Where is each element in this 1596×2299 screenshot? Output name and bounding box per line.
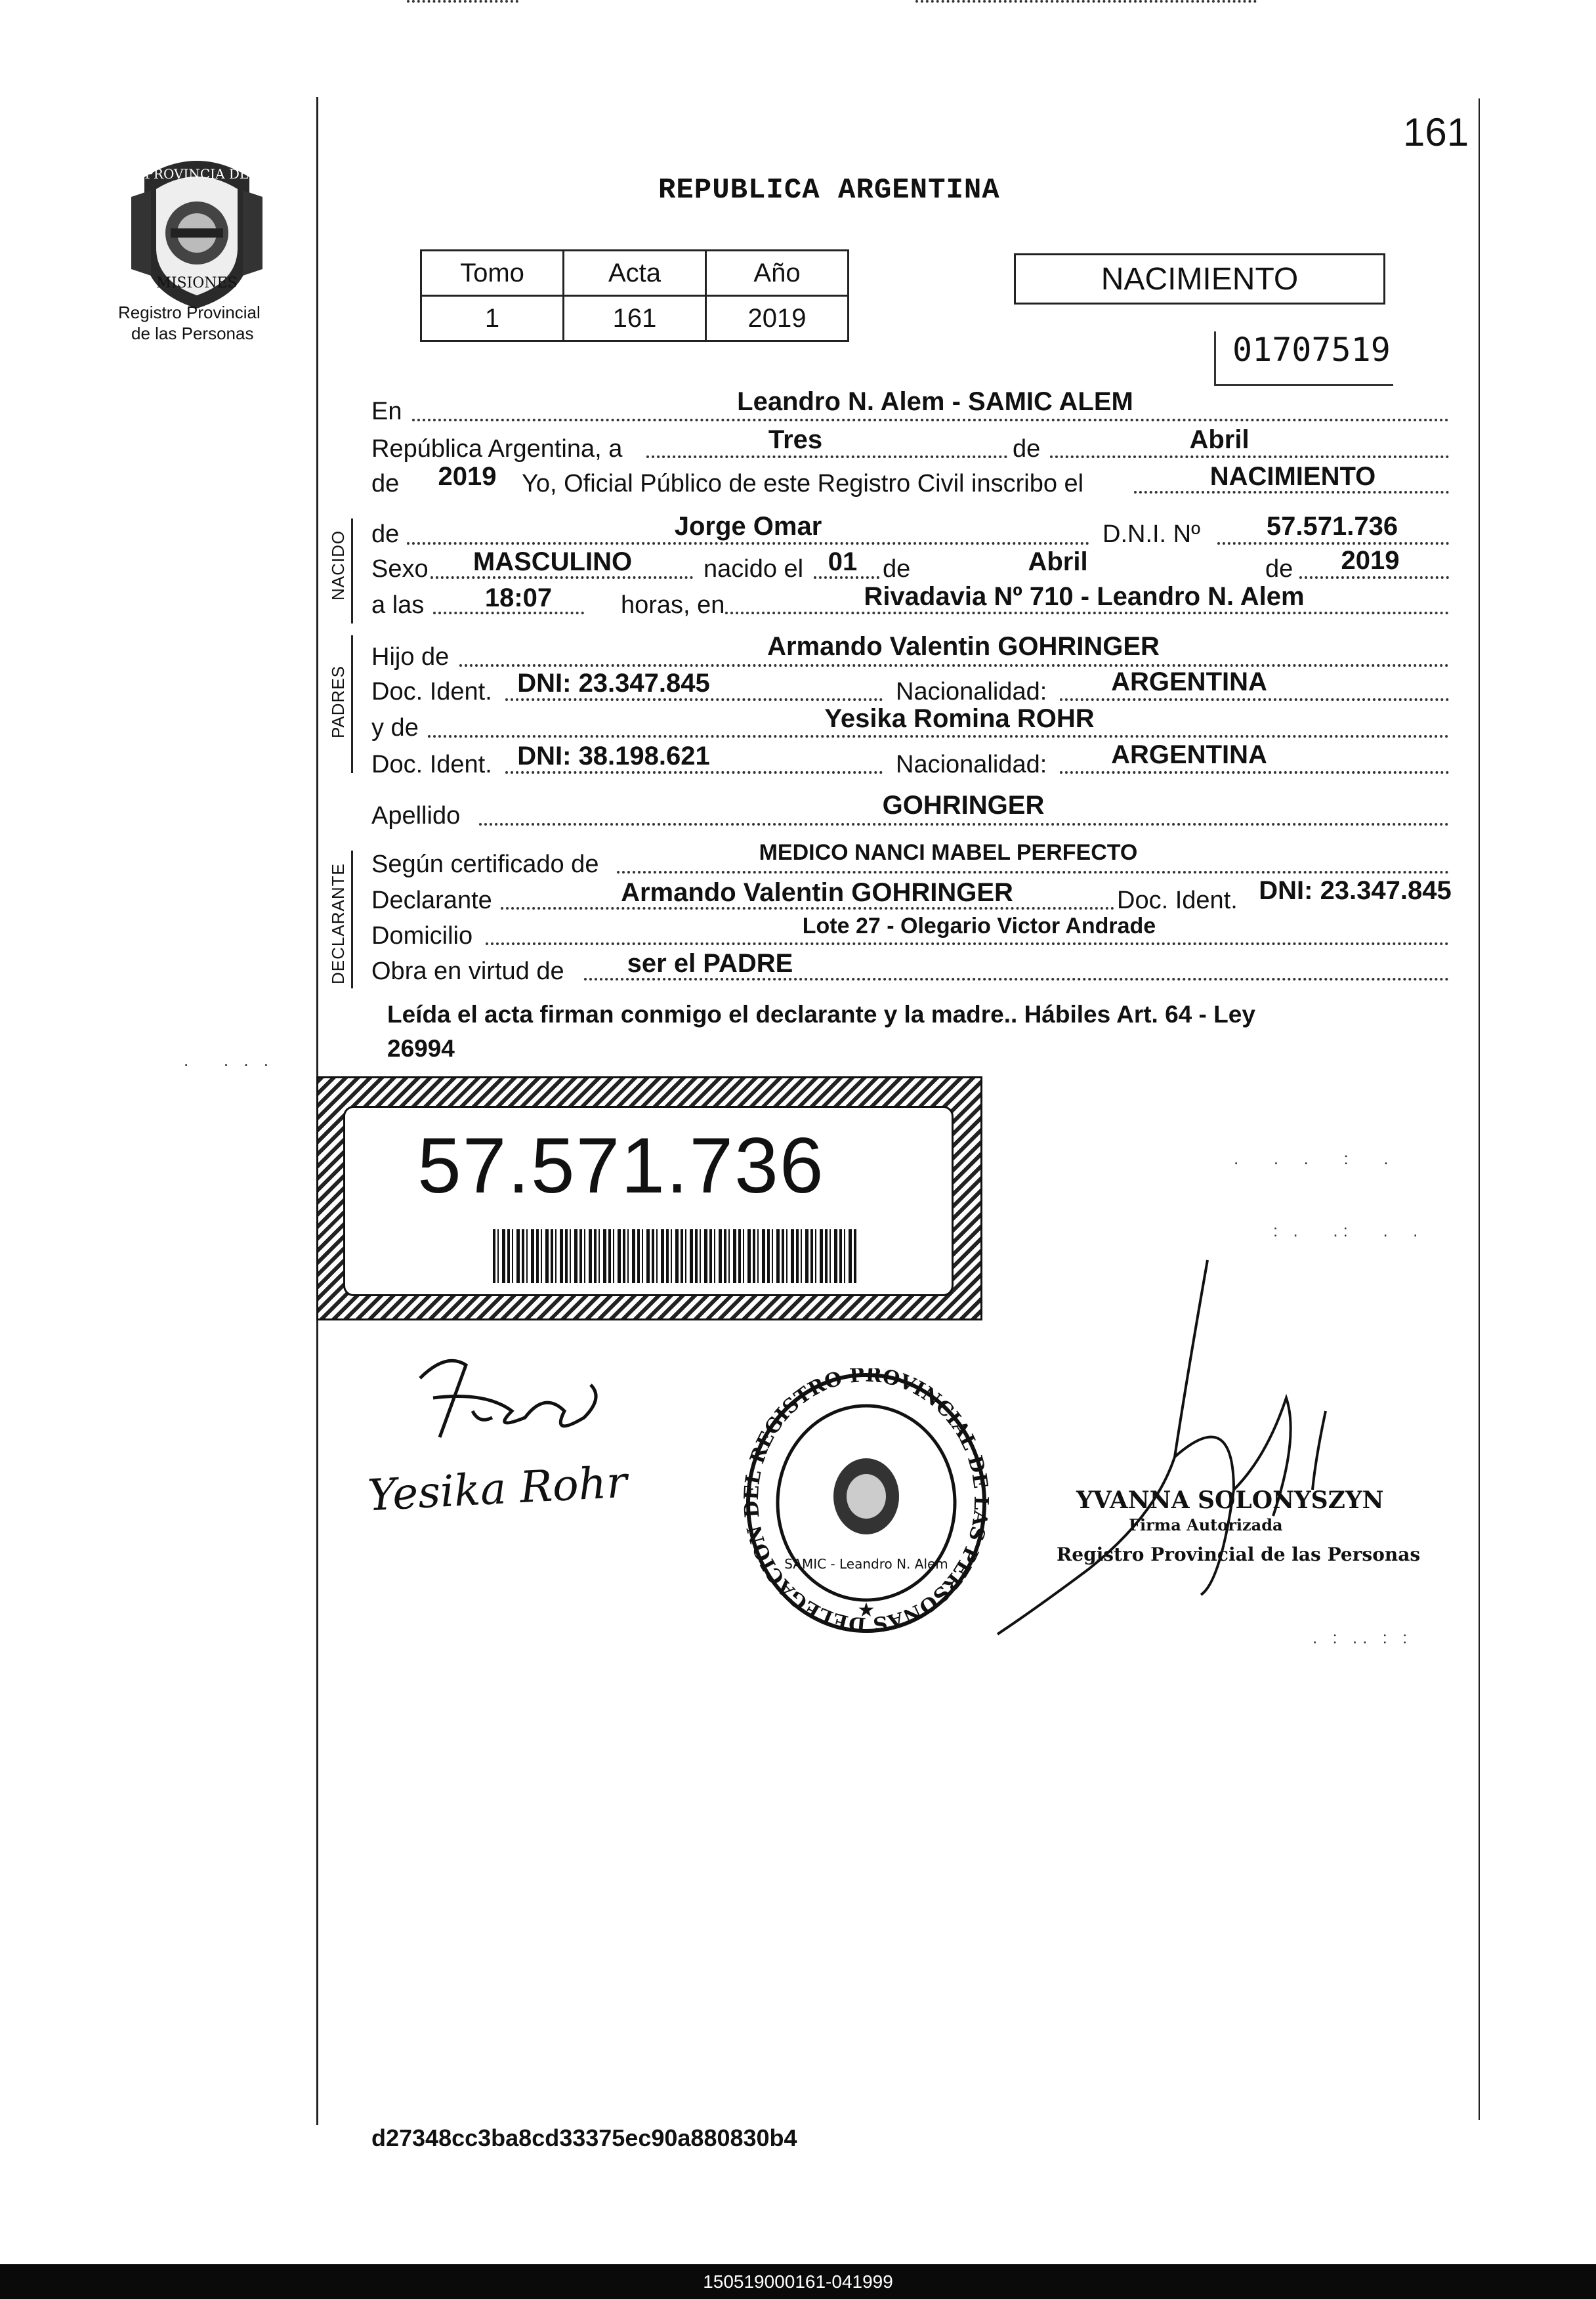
nacido-bar [351, 518, 353, 623]
domicilio-label: Domicilio [371, 922, 473, 950]
sexo-label: Sexo [371, 555, 429, 583]
nombre-dots [407, 542, 1089, 545]
nac-mes-value: Abril [1028, 547, 1088, 576]
serial-number: 01707519 [1232, 331, 1391, 369]
dni-sticker-inner [343, 1106, 954, 1296]
obra-label: Obra en virtud de [371, 958, 564, 985]
obra-dots [584, 978, 1449, 981]
act-type-box [1014, 253, 1385, 305]
book-header-acta: Acta [564, 251, 706, 296]
padre-nac-value: ARGENTINA [1111, 667, 1267, 696]
padre-doc-dots [505, 698, 883, 701]
nac-dia-dots [814, 576, 879, 579]
mother-signature: Yesika Rohr [366, 1456, 629, 1521]
y-de-label: y de [371, 714, 419, 742]
segun-value: MEDICO NANCI MABEL PERFECTO [759, 840, 1138, 865]
footer-bar [0, 2264, 1596, 2299]
nac-de-label-2: de [1265, 555, 1293, 583]
inscribo-dots [1134, 491, 1449, 494]
padre-nac-dots [1060, 698, 1449, 701]
seal-icon [742, 1368, 991, 1637]
republica-dots-1 [646, 455, 1007, 458]
book-table [420, 249, 849, 342]
padre-value: Armando Valentin GOHRINGER [767, 632, 1160, 661]
nac-dia-value: 01 [828, 547, 858, 576]
document-hash: d27348cc3ba8cd33375ec90a880830b4 [371, 2124, 797, 2151]
segun-dots [617, 871, 1449, 874]
apellido-dots [479, 823, 1449, 826]
book-value-acta: 161 [564, 296, 706, 341]
madre-nac-dots [1060, 771, 1449, 774]
republica-label: República Argentina, a [371, 435, 623, 463]
section-declarante: DECLARANTE [328, 863, 348, 984]
mes-value: Abril [1189, 425, 1250, 454]
nacido-el-label: nacido el [704, 555, 804, 583]
seal-star-icon: ★ [857, 1599, 875, 1621]
madre-nac-value: ARGENTINA [1111, 740, 1267, 769]
nombre-value: Jorge Omar [674, 512, 822, 541]
speckle-4: . . . . [184, 1050, 274, 1070]
page-number: 161 [1403, 110, 1469, 154]
anio-dots [407, 0, 518, 3]
madre-nac-label: Nacionalidad: [896, 751, 1047, 778]
book-value-anio: 2019 [706, 296, 849, 341]
apellido-label: Apellido [371, 802, 461, 830]
nombre-de-label: de [371, 520, 400, 548]
de-label-2: de [371, 470, 400, 497]
dni-barcode [493, 1229, 857, 1283]
right-margin-line [1479, 98, 1480, 2120]
official-role: Firma Autorizada [1129, 1515, 1283, 1534]
closing-line-1: Leída el acta firman conmigo el declarante y la madre.. Hábiles Art. 64 - Ley [387, 1001, 1255, 1028]
act-type-label: NACIMIENTO [1101, 261, 1299, 297]
en-value: Leandro N. Alem - SAMIC ALEM [737, 387, 1133, 416]
dni-value: 57.571.736 [1266, 512, 1398, 541]
lugar-value: Rivadavia Nº 710 - Leandro N. Alem [864, 582, 1305, 611]
padre-dots [459, 664, 1449, 667]
republica-dots-2 [1050, 455, 1449, 458]
shield-icon [125, 151, 269, 312]
dia-value: Tres [768, 425, 823, 454]
registry-label-1: Registro Provincial [118, 303, 261, 322]
dni-label: D.N.I. Nº [1102, 520, 1200, 548]
obra-value: ser el PADRE [627, 949, 793, 978]
sexo-value: MASCULINO [472, 547, 633, 576]
official-signature [958, 1240, 1421, 1647]
nac-anio-value: 2019 [1341, 546, 1400, 575]
madre-dots [428, 735, 1449, 738]
declarante-doc-value: DNI: 23.347.845 [1259, 876, 1452, 905]
domicilio-value: Lote 27 - Olegario Victor Andrade [802, 914, 1156, 939]
official-name: YVANNA SOLONYSZYN [1076, 1487, 1384, 1514]
de-label-1: de [1013, 435, 1041, 463]
registry-logo [125, 151, 269, 312]
madre-doc-value: DNI: 38.198.621 [517, 742, 710, 770]
declarante-value: Armando Valentin GOHRINGER [621, 878, 1013, 907]
madre-doc-label: Doc. Ident. [371, 751, 492, 778]
serial-bracket [1214, 331, 1393, 386]
section-nacido: NACIDO [328, 530, 348, 601]
official-registry: Registro Provincial de las Personas [1057, 1544, 1421, 1565]
speckle-1: . . . : . [1234, 1149, 1394, 1168]
logo-arc-bottom: MISIONES [156, 275, 238, 291]
hijo-de-label: Hijo de [371, 643, 450, 671]
lugar-dots [725, 612, 1449, 614]
en-label: En [371, 398, 402, 425]
section-padres: PADRES [328, 665, 348, 738]
footer-barcode-text: 150519000161-041999 [703, 2271, 893, 2292]
padres-bar [351, 635, 353, 773]
madre-doc-dots [505, 771, 883, 774]
en-dots [412, 419, 1449, 421]
inscribo-value: NACIMIENTO [1209, 462, 1376, 491]
hora-value: 18:07 [484, 583, 553, 612]
father-signature [394, 1339, 610, 1450]
seal-inner-text: SAMIC - Leandro N. Alem [784, 1556, 948, 1572]
country-title: REPUBLICA ARGENTINA [658, 174, 1000, 207]
book-header-tomo: Tomo [421, 251, 564, 296]
anio-value: 2019 [438, 462, 497, 491]
logo-arc-top: PROVINCIA DE [144, 166, 249, 182]
speckle-3: . : .. : : [1312, 1628, 1413, 1647]
inscribo-text: Yo, Oficial Público de este Registro Civil inscribo el [522, 470, 1084, 497]
seal-outer-text: DELEGACION DEL REGISTRO PROVINCIAL DE LAS PERSONAS [742, 1368, 991, 1636]
book-header-anio: Año [706, 251, 849, 296]
dni-sticker [316, 1076, 982, 1320]
horas-en-label: horas, en [621, 591, 725, 619]
book-value-tomo: 1 [421, 296, 564, 341]
padre-nac-label: Nacionalidad: [896, 678, 1047, 706]
registry-label-2: de las Personas [131, 324, 254, 343]
sexo-dots [430, 576, 693, 579]
closing-line-2: 26994 [387, 1035, 455, 1062]
declarante-dots [501, 907, 1114, 910]
declarante-label: Declarante [371, 887, 492, 914]
nac-mes-dots [915, 0, 1257, 3]
padre-doc-value: DNI: 23.347.845 [517, 669, 710, 698]
padre-doc-label: Doc. Ident. [371, 678, 492, 706]
a-las-label: a las [371, 591, 425, 619]
domicilio-dots [486, 942, 1449, 945]
dni-sticker-number: 57.571.736 [417, 1122, 825, 1210]
nac-anio-dots [1299, 576, 1449, 579]
dni-dots [1217, 542, 1449, 545]
segun-label: Según certificado de [371, 851, 599, 878]
madre-value: Yesika Romina ROHR [824, 704, 1095, 733]
nac-de-label-1: de [883, 555, 911, 583]
apellido-value: GOHRINGER [882, 791, 1045, 820]
registry-seal [742, 1368, 991, 1637]
speckle-2: : . .: . . [1273, 1221, 1423, 1240]
declarante-doc-label: Doc. Ident. [1117, 887, 1238, 914]
declarante-bar [351, 851, 353, 988]
